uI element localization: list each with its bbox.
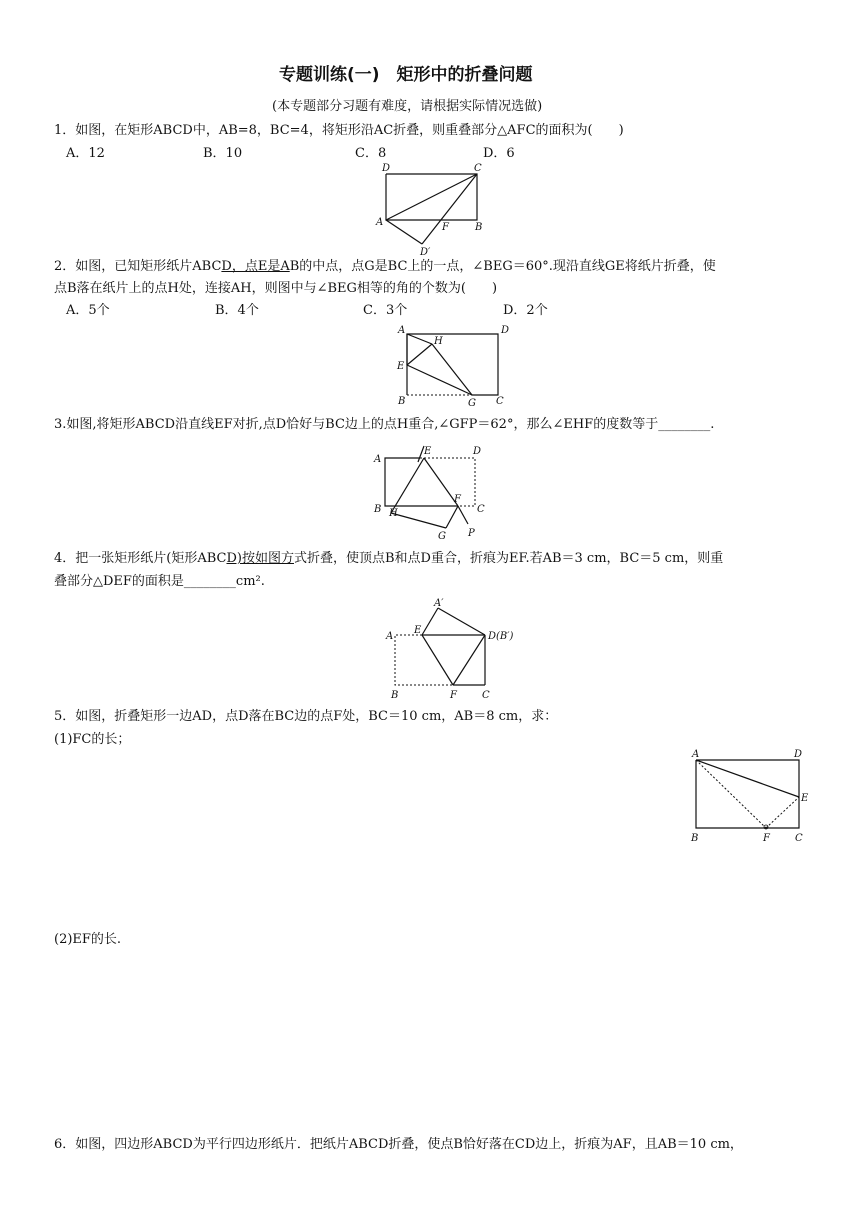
q5-part-2: (2)EF的长.: [54, 932, 122, 947]
q3-figure: [368, 442, 498, 542]
q4-label-e: E: [414, 625, 422, 636]
q1-option-a: A．12: [66, 146, 105, 161]
q5-label-f: F: [763, 833, 770, 844]
q5-label-a: A: [692, 749, 700, 760]
q5-part-1: (1)FC的长；: [54, 732, 131, 747]
q1-label-dprime: D′: [420, 247, 431, 258]
q2-line-hg: [432, 344, 472, 395]
q1-option-d: D．6: [483, 146, 515, 161]
q5-label-d: D: [794, 749, 803, 760]
q2-label-d: D: [501, 325, 510, 336]
q1-label-a: A: [376, 217, 384, 228]
q2-option-c: C．3个: [363, 303, 408, 318]
q1-option-b: B．10: [203, 146, 243, 161]
q3-stem: 3.如图,将矩形ABCD沿直线EF对折,点D恰好与BC边上的点H重合,∠GFP＝62°，那么∠EHF的度数等于________.: [54, 417, 715, 432]
q3-rectangle-solid: [385, 458, 420, 506]
q1-fold-edge-ad: [386, 220, 422, 244]
q4-rectangle-dotted: [395, 635, 453, 685]
q4-label-db: D(B′): [488, 631, 514, 642]
q3-rectangle-dotted: [420, 458, 475, 506]
page-title: 专题训练(一) 矩形中的折叠问题: [279, 65, 533, 85]
q3-line-hg: [391, 513, 446, 528]
q3-label-h: H: [389, 508, 398, 519]
q3-label-d: D: [473, 446, 482, 457]
q3-line-ef: [424, 458, 458, 506]
q4-line-1: 4．把一张矩形纸片(矩形ABCD)按如图方式折叠，使顶点B和点D重合，折痕为EF.若AB＝3 cm，BC＝5 cm，则重: [54, 551, 724, 566]
q4-label-b: B: [391, 690, 399, 701]
q3-label-p: P: [468, 528, 475, 539]
q4-label-c: C: [482, 690, 490, 701]
q3-label-a: A: [374, 454, 382, 465]
q2-label-c: C: [496, 396, 504, 407]
q2-line-eh: [407, 344, 432, 365]
q1-fold-edge-cd: [422, 174, 477, 244]
q2-option-a: A．5个: [66, 303, 110, 318]
q3-label-c: C: [477, 504, 485, 515]
q2-line-eg: [407, 365, 472, 395]
q5-label-b: B: [691, 833, 699, 844]
q3-line-fp: [458, 506, 468, 524]
q1-stem: 1．如图，在矩形ABCD中，AB=8，BC=4，将矩形沿AC折叠，则重叠部分△AFC的面积为( ): [54, 123, 624, 138]
q3-line-eh: [391, 458, 424, 513]
q1-label-f: F: [442, 222, 449, 233]
q4-line-ef: [422, 635, 453, 685]
q2-label-g: G: [468, 398, 476, 409]
q2-line-1: 2．如图，已知矩形纸片ABCD，点E是AB的中点，点G是BC上的一点，∠BEG＝60°.现沿直线GE将纸片折叠，使: [54, 259, 716, 274]
q2-figure: [390, 322, 520, 408]
q5-figure: [685, 746, 815, 848]
q3-label-e: E: [424, 446, 432, 457]
q5-label-e: E: [801, 793, 809, 804]
q3-label-g: G: [438, 531, 446, 542]
q1-label-b: B: [475, 222, 483, 233]
q1-option-c: C．8: [355, 146, 387, 161]
q4-line-fd: [453, 635, 485, 685]
q4-figure: [380, 594, 530, 704]
page-subtitle: (本专题部分习题有难度，请根据实际情况选做): [272, 99, 543, 114]
q5-stem: 5．如图，折叠矩形一边AD，点D落在BC边的点F处，BC＝10 cm，AB＝8 cm，求：: [54, 709, 558, 724]
q5-line-fe: [766, 797, 799, 828]
q4-label-aprime: A′: [434, 598, 444, 609]
q4-line-ad: [438, 608, 485, 635]
q4-label-f: F: [450, 690, 457, 701]
q5-line-ae: [696, 760, 799, 797]
q4-label-a: A: [386, 631, 394, 642]
q2-option-d: D．2个: [503, 303, 548, 318]
q1-label-c: C: [474, 163, 482, 174]
q3-label-f: F: [454, 494, 461, 505]
q2-option-b: B．4个: [215, 303, 259, 318]
q2-label-e: E: [397, 361, 405, 372]
q1-diagonal-ac: [386, 174, 477, 220]
q5-line-af: [696, 760, 766, 828]
q1-figure: [370, 160, 500, 260]
q2-label-b: B: [398, 396, 406, 407]
q2-line-2: 点B落在纸片上的点H处，连接AH，则图中与∠BEG相等的角的个数为( ): [54, 281, 498, 296]
q2-label-h: H: [434, 336, 443, 347]
q3-label-b: B: [374, 504, 382, 515]
q2-line-ah: [407, 334, 432, 344]
q5-rectangle: [696, 760, 799, 828]
q2-label-a: A: [398, 325, 406, 336]
q3-line-gf: [446, 506, 458, 528]
q4-line-ea: [422, 608, 438, 635]
q6-stem: 6．如图，四边形ABCD为平行四边形纸片．把纸片ABCD折叠，使点B恰好落在CD边上，折痕为AF，且AB＝10 cm，: [54, 1137, 743, 1152]
q4-line-2: 叠部分△DEF的面积是________cm².: [54, 574, 265, 589]
q5-label-c: C: [795, 833, 803, 844]
q1-label-d: D: [382, 163, 391, 174]
